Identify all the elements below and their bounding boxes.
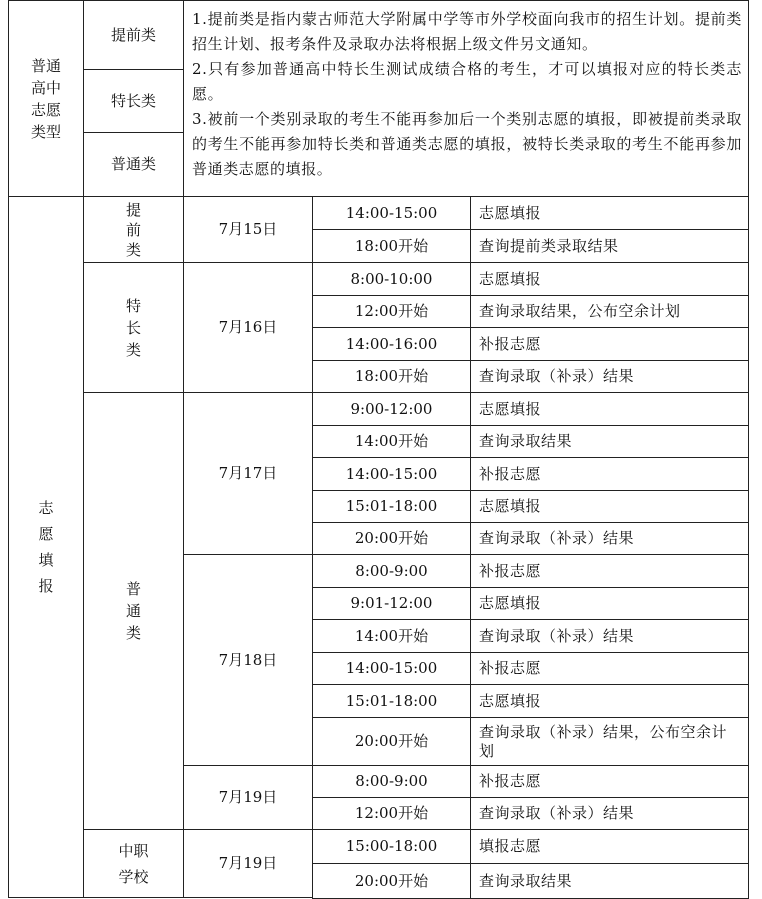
time-cell: 14:00开始 [312,425,471,458]
time-cell: 8:00-10:00 [312,262,471,296]
group-regular: 普 通 类 [83,392,184,830]
task-cell: 查询录取（补录）结果，公布空余计划 [470,717,749,766]
notes-cell [183,0,749,197]
type-label-line: 高中 [30,78,61,97]
category-early: 提前类 [83,0,184,70]
time-cell: 12:00开始 [312,797,471,830]
task-cell: 查询录取（补录）结果 [470,522,749,555]
time-cell: 9:01-12:00 [312,587,471,620]
task-cell: 填报志愿 [470,829,749,864]
date-cell: 7月18日 [183,554,313,766]
section-label-cell: 志 愿 填 报 [8,196,84,898]
date-cell: 7月15日 [183,196,313,263]
category-regular: 普通类 [83,132,184,197]
task-cell: 补报志愿 [470,652,749,685]
type-label-line: 类型 [30,122,61,141]
type-label-line: 普通 [30,56,61,75]
task-cell: 志愿填报 [470,490,749,523]
task-cell: 查询录取（补录）结果 [470,360,749,393]
task-cell: 补报志愿 [470,457,749,491]
date-cell: 7月16日 [183,262,313,393]
time-cell: 8:00-9:00 [312,765,471,798]
time-cell: 18:00开始 [312,229,471,263]
task-cell: 志愿填报 [470,587,749,620]
task-cell: 补报志愿 [470,554,749,588]
task-cell: 补报志愿 [470,765,749,798]
time-cell: 15:01-18:00 [312,684,471,718]
group-early: 提 前 类 [83,196,184,263]
group-specialty: 特 长 类 [83,262,184,393]
date-cell: 7月19日 [183,829,313,898]
task-cell: 志愿填报 [470,392,749,426]
date-cell: 7月19日 [183,765,313,830]
time-cell: 14:00-16:00 [312,327,471,361]
time-cell: 20:00开始 [312,522,471,555]
task-cell: 志愿填报 [470,684,749,718]
type-label-cell [8,0,84,197]
task-cell: 查询录取结果，公布空余计划 [470,295,749,328]
note-item: 3.被前一个类别录取的考生不能再参加后一个类别志愿的填报，即被提前类录取的考生不能再参加特长类和普通类志愿的填报，被特长类录取的考生不能再参加普通类志愿的填报。 [192,110,742,178]
task-cell: 志愿填报 [470,196,749,230]
time-cell: 15:01-18:00 [312,490,471,523]
time-cell: 9:00-12:00 [312,392,471,426]
task-cell: 志愿填报 [470,262,749,296]
time-cell: 14:00-15:00 [312,457,471,491]
date-cell: 7月17日 [183,392,313,555]
task-cell: 查询提前类录取结果 [470,229,749,263]
note-item: 1.提前类是指内蒙古师范大学附属中学等市外学校面向我市的招生计划。提前类招生计划、报考条件及录取办法将根据上级文件另文通知。 [192,10,742,53]
task-cell: 查询录取（补录）结果 [470,797,749,830]
task-cell: 补报志愿 [470,327,749,361]
time-cell: 14:00-15:00 [312,652,471,685]
time-cell: 15:00-18:00 [312,829,471,864]
time-cell: 20:00开始 [312,717,471,766]
time-cell: 8:00-9:00 [312,554,471,588]
task-cell: 查询录取结果 [470,863,749,899]
time-cell: 14:00开始 [312,619,471,653]
task-cell: 查询录取结果 [470,425,749,458]
task-cell: 查询录取（补录）结果 [470,619,749,653]
time-cell: 14:00-15:00 [312,196,471,230]
time-cell: 18:00开始 [312,360,471,393]
category-specialty: 特长类 [83,69,184,133]
time-cell: 20:00开始 [312,863,471,899]
note-item: 2.只有参加普通高中特长生测试成绩合格的考生，才可以填报对应的特长类志愿。 [192,60,742,103]
type-label-line: 志愿 [30,100,61,119]
time-cell: 12:00开始 [312,295,471,328]
group-vocational: 中职 学校 [83,829,184,898]
